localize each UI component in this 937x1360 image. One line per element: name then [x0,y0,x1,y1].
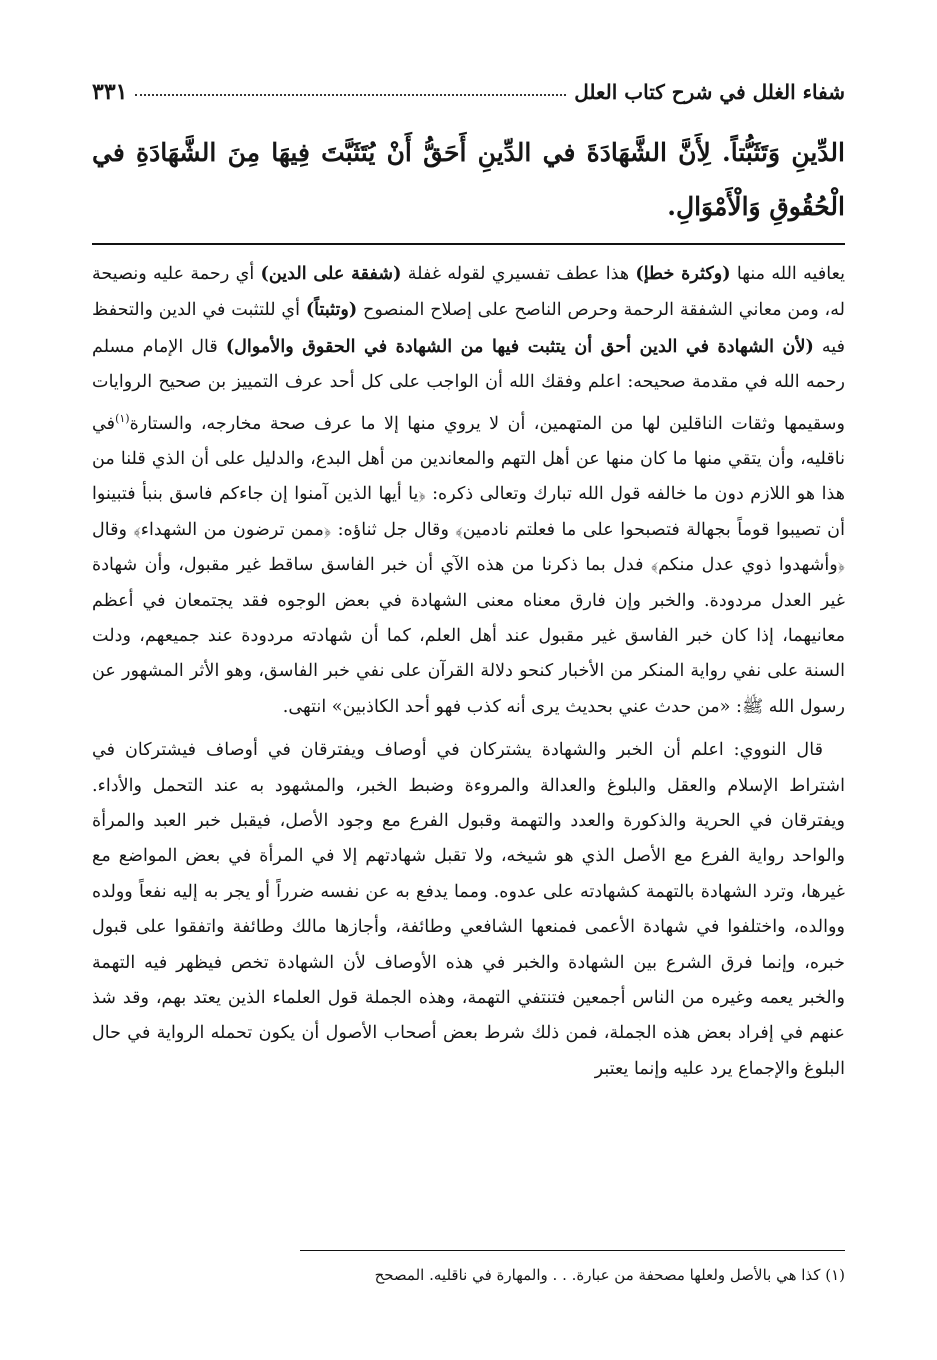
quoted-phrase: (وتثبتاً) [305,299,358,321]
running-title: شفاء الغلل في شرح كتاب العلل [574,80,845,104]
footnote: (١) كذا هي بالأصل ولعلها مصحفة من عبارة. . . والمهارة في ناقليه. المصحح [374,1266,845,1284]
text-run: هذا عطف تفسيري لقوله غفلة [401,264,636,284]
matn-divider [92,243,845,245]
page-number: ٣٣١ [92,79,128,105]
text-run: في ناقليه، وأن يتقي منها ما كان منها عن أهل التهم والمعاندين من أهل البدع، والدليل على أن الذي قلنا من هذا هو اللازم دون ما خالفه قول الله تبارك وتعالى ذكره: ﴿يا أيها الذين آمنوا إن جاءكم فاسق بنبأ فتبينوا أن تصيبوا قوماً بجهالة فتصبحوا على ما فعلتم نادمين﴾ وقال جل ثناؤه: ﴿ممن ترضون من الشهداء﴾ وقال ﴿وأشهدوا ذوي عدل منكم﴾ فدل بما ذكرنا من هذه الآي أن خبر الفاسق ساقط غير مقبول، وأن شهادة غير العدل مردودة. والخبر وإن فارق معناه معنى الشهادة في بعض الوجوه فقد يجتمعان في أعظم معانيهما، إذا كان خبر الفاسق غير مقبول عند أهل العلم، كما أن شهادته مردودة عند جميعهم، ودلت السنة على نفي رواية المنكر من الأخبار كنحو دلالة القرآن على نفي خبر الفاسق، وهو الأثر المشهور عن رسول الله ﷺ: «من حدث عني بحديث يرى أنه كذب فهو أحد الكاذبين» انتهى. [92,413,845,717]
quoted-phrase: (شفقة على الدين) [260,263,402,284]
footnote-marker: (١) [115,411,130,425]
commentary-paragraph-2: قال النووي: اعلم أن الخبر والشهادة يشتركان في أوصاف ويفترقان في أوصاف فيشتركان في اشتراط الإسلام والعقل والبلوغ والعدالة والمروءة وضبط الخبر، والمشهود به عند التحمل والأداء. ويفترقان في الحرية والذكورة والعدد والتهمة وقبول الفرع مع وجود الأصل، فيقبل خبر العبد والمرأة والواحد رواية الفرع مع الأصل الذي هو شيخه، ولا تقبل شهادتهم إلا في المرأة في بعض المواضع مع غيرها، وترد الشهادة بالتهمة كشهادته على عدوه. ومما يدفع به عن نفسه ضرراً أو يجر به إليه نفعاً وولده ووالده، واختلفوا في شهادة الأعمى فمنعها الشافعي وطائفة، وأجازها مالك وطائفة واتفقوا على قبول خبره، وإنما فرق الشرع بين الشهادة والخبر في هذه الأوصاف لأن الشهادة تخص فيظهر فيه التهمة والخبر يعمه وغيره من الناس أجمعين فتنتفي التهمة، وهذه الجملة قول العلماء الذين يعتد بهم، وقد شذ عنهم في إفراد بعض هذه الجملة، فمن ذلك شرط بعض أصحاب الأصول أن يكون تحمله الرواية في حال البلوغ والإجماع يرد عليه وإنما يعتبر [92,740,845,1079]
footnote-divider [300,1250,845,1251]
quoted-phrase: (لأن الشهادة في الدين أحق أن يتثبت فيها من الشهادة في الحقوق والأموال) [225,335,814,357]
text-run: قال الإمام مسلم رحمه الله في مقدمة صحيحه: اعلم وفقك الله أن الواجب على كل أحد عرف التمييز بن صحيح الروايات وسقيمها وثقات الناقلين لها من المتهمين، أن لا يروي منها إلا ما عرف صحة مخارجه، والستارة [92,336,845,434]
header-dot-leader [135,94,566,96]
page-header [92,74,845,110]
text-run: يعافيه الله منها [730,264,845,284]
quoted-phrase: (وكثرة خطإ) [635,263,731,284]
matn-text: الدِّينِ وَتَثَبُّتاً. لِأَنَّ الشَّهَادَةَ في الدِّينِ أَحَقُّ أَنْ يُتَثَبَّتَ فِيهَا مِنَ الشَّهَادَةِ في الْحُقُوقِ وَالْأَمْوَالِ. [92,138,845,221]
commentary [92,256,845,1087]
commentary-paragraph-1 [92,256,845,725]
text-run: أي للتثبت في الدين والتحفظ فيه [92,300,845,357]
text-run: أي رحمة عليه ونصيحة له، ومن معاني الشفقة الرحمة وحرص الناصح على إصلاح المنصوح [92,264,845,321]
